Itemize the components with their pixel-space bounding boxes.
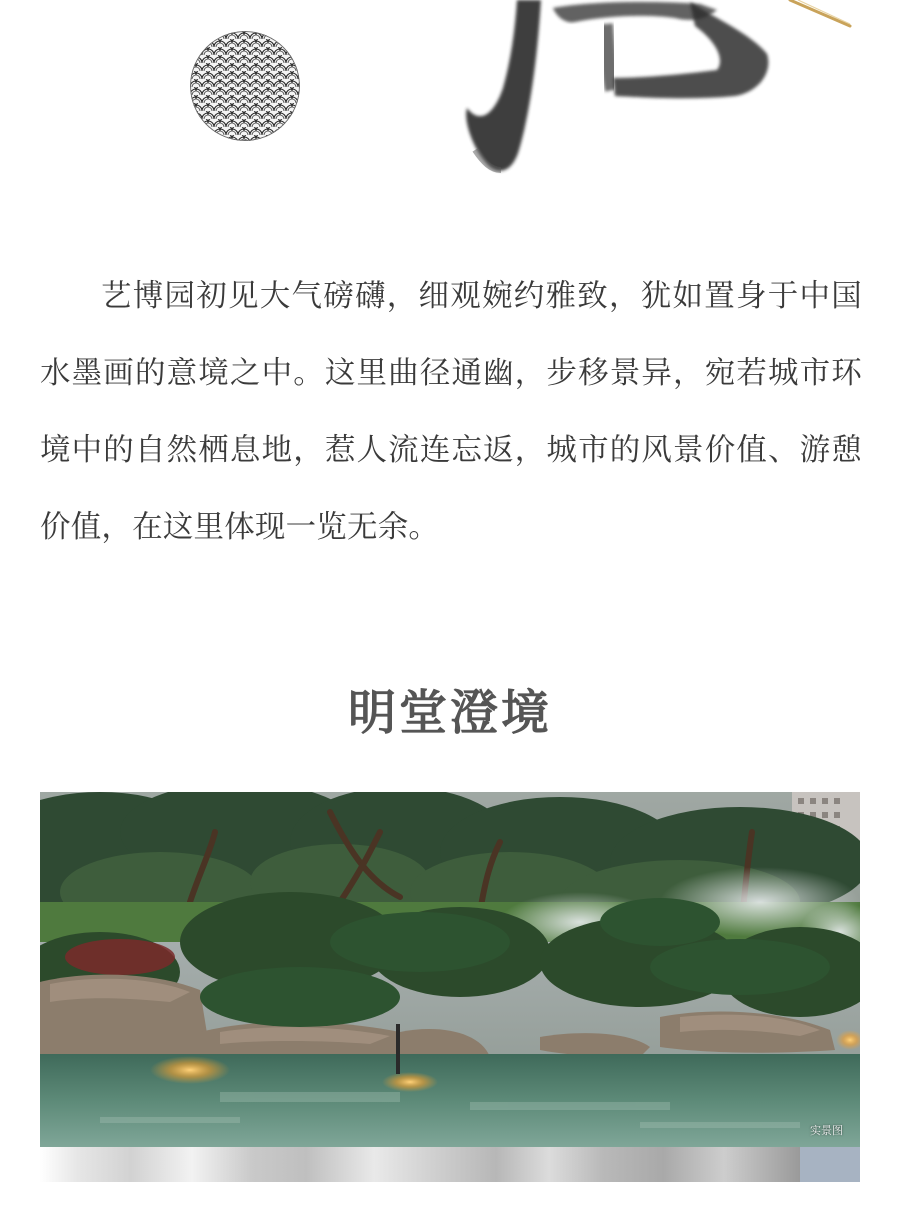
wave-pattern-circle [190,31,300,141]
photo-caption: 实景图 [810,1124,843,1137]
blue-accent-block [800,1147,860,1182]
section-title: 明堂澄境 [347,685,552,741]
intro-paragraph: 艺博园初见大气磅礴，细观婉约雅致，犹如置身于中国水墨画的意境之中。这里曲径通幽，步移景异，宛若城市环境中的自然栖息地，惹人流连忘返，城市的风景价值、游憩价值，在这里体现一览无余。 [40,279,862,545]
ink-brush-calligraphy [455,0,775,180]
garden-photo [40,792,860,1147]
gold-line-decoration [780,0,860,30]
metallic-gradient-bar [40,1147,800,1182]
header-decoration [0,0,900,200]
